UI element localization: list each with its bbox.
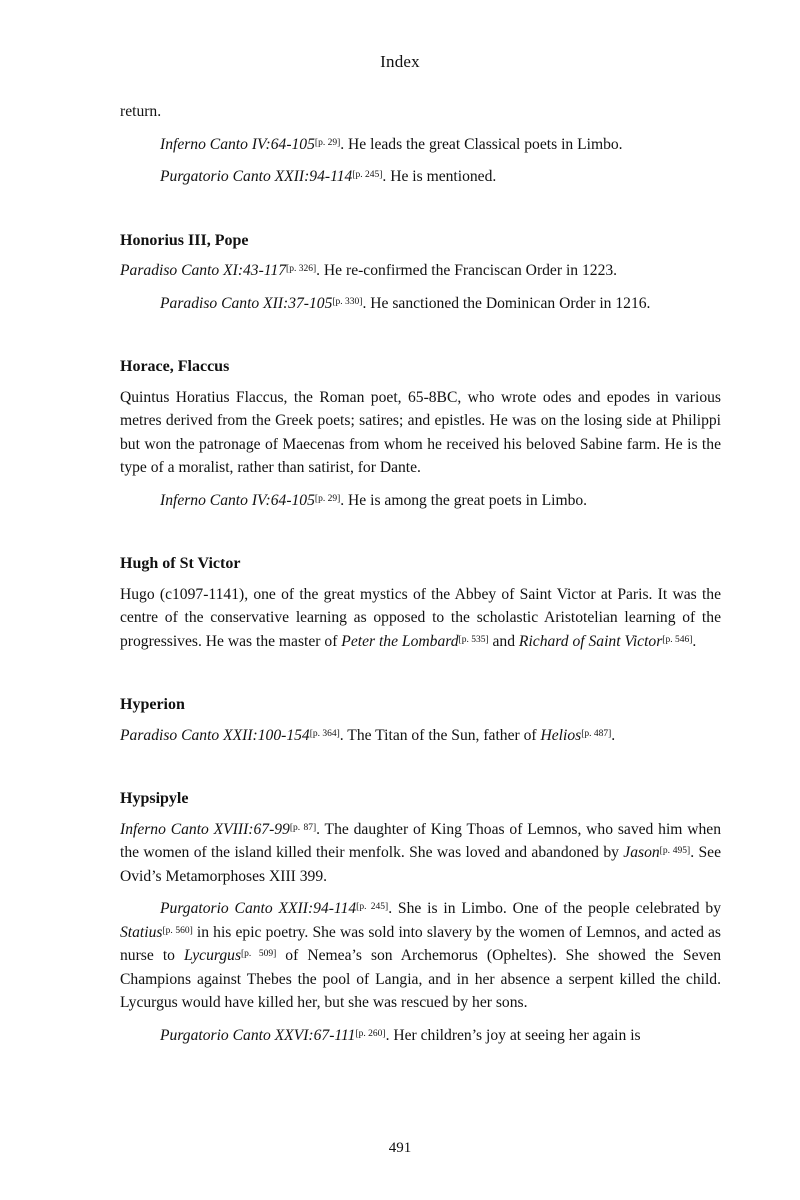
page-ref[interactable]: [p. 495]	[659, 846, 691, 856]
reference-text: . The Titan of the Sun, father of	[339, 726, 541, 744]
reference-line	[120, 489, 721, 513]
reference-line	[120, 259, 721, 283]
continued-text: return.	[120, 103, 162, 120]
cross-reference-link[interactable]: Richard of Saint Victor	[518, 632, 663, 650]
reference-text: . He sanctioned the Dominican Order in 1216.	[362, 294, 651, 312]
canto-reference[interactable]: Paradiso Canto XII:37-105	[160, 294, 333, 312]
page-ref[interactable]: [p. 560]	[162, 925, 193, 936]
reference-line	[120, 165, 721, 189]
description-text: .	[692, 632, 697, 650]
canto-reference[interactable]: Purgatorio Canto XXII:94-114	[160, 168, 353, 185]
reference-text: . He is among the great poets in Limbo.	[340, 491, 588, 509]
cross-reference-link[interactable]: Helios	[540, 726, 582, 744]
canto-reference[interactable]: Paradiso Canto XI:43-117	[120, 262, 287, 279]
cross-reference-link[interactable]: Lycurgus	[184, 947, 242, 964]
page-ref[interactable]: [p. 29]	[314, 137, 341, 148]
reference-line	[120, 724, 721, 748]
entry-heading: Hyperion	[120, 696, 185, 713]
entry-heading: Hypsipyle	[120, 790, 189, 807]
cross-reference-link[interactable]: Peter the Lombard	[341, 632, 459, 650]
reference-text: . See Ovid’s Metamorphoses XIII 399.	[120, 844, 721, 885]
entry-description: Quintus Horatius Flaccus, the Roman poet, 65-8BC, who wrote odes and epodes in various metres derived from the Greek poets; satires; and epistles. He was on the losing side at Philippi but won the patronage of Maecenas from whom he received his beloved Sabine farm. He is the type of a moralist, rather than satirist, for Dante.	[120, 388, 721, 476]
page-ref[interactable]: [p. 509]	[241, 949, 277, 959]
reference-text: in his epic poetry. She was sold into slavery by the women of Lemnos, and acted as nurse to	[120, 923, 722, 964]
canto-reference[interactable]: Inferno Canto IV:64-105	[160, 135, 315, 153]
reference-text: . Her children’s joy at seeing her again is	[385, 1026, 641, 1044]
reference-text: . The daughter of King Thoas of Lemnos, who saved him when the women of the island killed their menfolk. She was loved and abandoned by	[120, 820, 721, 861]
running-head: Index	[380, 52, 420, 71]
reference-line	[120, 133, 721, 157]
description-text: Hugo (c1097-1141), one of the great mystics of the Abbey of Saint Victor at Paris. It was the centre of the conservative learning as opposed to the scholastic Aristotelian learning of the progressives. He was the master of	[120, 585, 721, 650]
page-ref[interactable]: [p. 87]	[289, 822, 317, 833]
reference-line	[120, 292, 721, 316]
reference-paragraph	[120, 897, 721, 1015]
page-ref[interactable]: [p. 487]	[581, 728, 612, 739]
canto-reference[interactable]: Inferno Canto XVIII:67-99	[120, 820, 290, 838]
page-ref[interactable]: [p. 29]	[314, 493, 341, 504]
cross-reference-link[interactable]: Jason	[623, 844, 660, 861]
continued-entry	[120, 100, 721, 189]
page-ref[interactable]: [p. 535]	[458, 634, 489, 645]
canto-reference[interactable]: Purgatorio Canto XXVI:67-111	[160, 1026, 356, 1044]
page-ref[interactable]: [p. 364]	[309, 728, 340, 739]
entry-heading: Hugh of St Victor	[120, 555, 241, 572]
page-ref[interactable]: [p. 245]	[356, 902, 389, 912]
page-number: 491	[388, 1140, 412, 1156]
reference-text: . He leads the great Classical poets in Limbo.	[340, 135, 623, 153]
page-ref[interactable]: [p. 326]	[286, 264, 317, 274]
entry-honorius	[120, 229, 721, 316]
description-text: and	[488, 632, 519, 650]
page-ref[interactable]: [p. 260]	[355, 1028, 386, 1039]
canto-reference[interactable]: Paradiso Canto XXII:100-154	[120, 726, 310, 744]
page-ref[interactable]: [p. 245]	[352, 170, 383, 180]
entry-horace	[120, 355, 721, 512]
reference-text: .	[611, 726, 616, 744]
index-content	[120, 100, 721, 1056]
reference-text: . She is in Limbo. One of the people celebrated by	[388, 900, 721, 917]
reference-text: . He re-confirmed the Franciscan Order in 1223.	[316, 262, 618, 279]
entry-heading: Honorius III, Pope	[120, 231, 249, 249]
page-ref[interactable]: [p. 330]	[332, 296, 363, 307]
canto-reference[interactable]: Inferno Canto IV:64-105	[160, 491, 315, 509]
entry-heading: Horace, Flaccus	[120, 358, 230, 375]
reference-paragraph	[120, 818, 721, 889]
entry-hypsipyle	[120, 787, 721, 1047]
reference-text: . He is mentioned.	[382, 168, 497, 185]
reference-paragraph	[120, 1024, 721, 1048]
entry-hyperion	[120, 693, 721, 747]
page-ref[interactable]: [p. 546]	[662, 634, 693, 645]
entry-hugh	[120, 552, 721, 653]
canto-reference[interactable]: Purgatorio Canto XXII:94-114	[160, 900, 357, 917]
reference-text: of Nemea’s son Archemorus (Opheltes). She showed the Seven Champions against Thebes the pool of Langia, and in her absence a serpent killed the child. Lycurgus would have killed her, but she was rescued by her sons.	[120, 947, 722, 1011]
entry-description	[120, 583, 721, 654]
cross-reference-link[interactable]: Statius	[120, 923, 163, 941]
